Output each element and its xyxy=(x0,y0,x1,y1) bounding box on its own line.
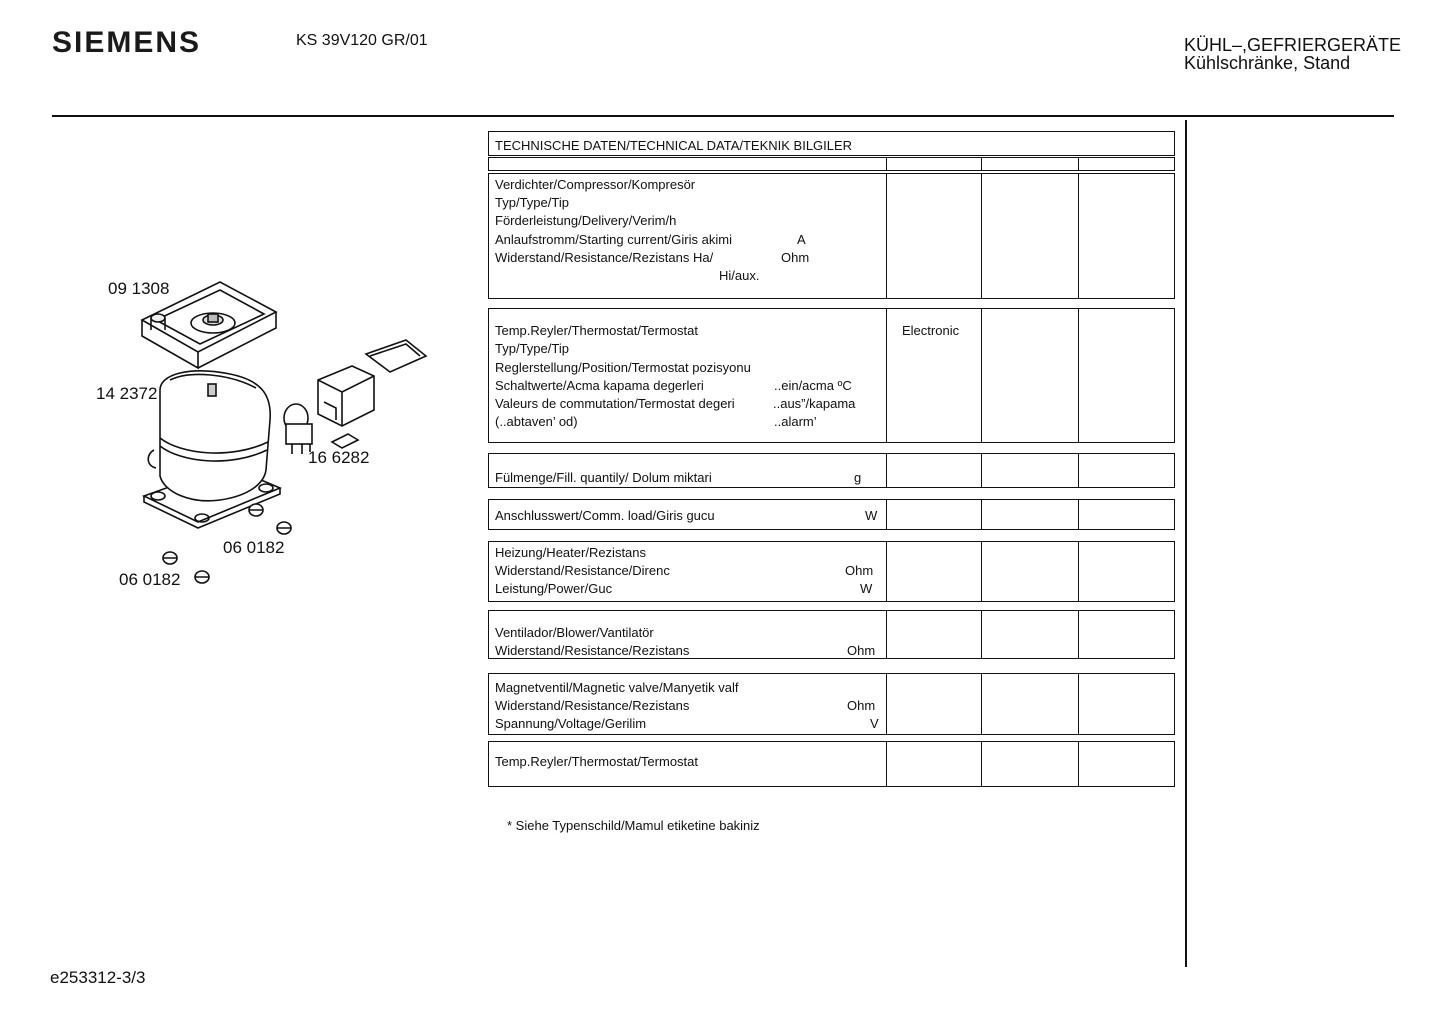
compressor-line: Typ/Type/Tip xyxy=(495,195,569,210)
part-label-compressor: 14 2372 xyxy=(96,384,158,403)
unit-ohm: Ohm xyxy=(847,698,876,713)
unit-aux: Hi/aux. xyxy=(719,268,760,283)
overload-protector-part xyxy=(284,404,312,454)
heater-line: Heizung/Heater/Rezistans xyxy=(495,545,647,560)
unit-ohm: Ohm xyxy=(781,250,810,265)
category-title: KÜHL–,GEFRIERGERÄTE xyxy=(1184,35,1402,55)
header-divider xyxy=(52,115,1394,117)
fill-quantity-section xyxy=(488,453,1175,488)
model-number: KS 39V120 GR/01 xyxy=(296,32,428,49)
heater-section xyxy=(488,541,1175,602)
compressor-section xyxy=(488,173,1175,299)
blower-section xyxy=(488,610,1175,659)
table-title: TECHNISCHE DATEN/TECHNICAL DATA/TEKNIK BILGILER xyxy=(495,138,853,153)
thermostat-line: Typ/Type/Tip xyxy=(495,341,569,356)
part-label-relay: 16 6282 xyxy=(308,448,370,467)
right-margin-divider xyxy=(1185,120,1187,967)
connected-load-section xyxy=(488,499,1175,530)
fill-quantity-label: Fülmenge/Fill. quantily/ Dolum miktari xyxy=(495,470,712,485)
connected-load-label: Anschlusswert/Comm. load/Giris gucu xyxy=(495,508,715,523)
part-label-cover: 09 1308 xyxy=(108,279,170,298)
valve-line: Magnetventil/Magnetic valve/Manyetik valf xyxy=(495,680,739,695)
unit-aus: ..aus”/kapama xyxy=(773,396,856,411)
unit-alarm: ..alarm’ xyxy=(774,414,817,429)
compressor-line: Verdichter/Compressor/Kompresör xyxy=(495,177,696,192)
unit-ampere: A xyxy=(797,232,806,247)
thermostat-line: Schaltwerte/Acma kapama degerleri xyxy=(495,378,704,393)
category-subtitle: Kühlschränke, Stand xyxy=(1184,53,1351,73)
unit-ohm: Ohm xyxy=(847,643,876,658)
blower-line: Widerstand/Resistance/Rezistans xyxy=(495,643,690,658)
unit-ein: ..ein/acma ºC xyxy=(774,378,852,393)
thermostat-line: Valeurs de commutation/Termostat degeri xyxy=(495,396,735,411)
compressor-line: Widerstand/Resistance/Rezistans Ha/ xyxy=(495,250,714,265)
heater-line: Widerstand/Resistance/Direnc xyxy=(495,563,670,578)
unit-watt: W xyxy=(860,581,873,596)
table-column-header-row xyxy=(488,157,1175,171)
unit-watt: W xyxy=(865,508,878,523)
unit-ohm: Ohm xyxy=(845,563,874,578)
compressor-line: Anlaufstromm/Starting current/Giris akimi xyxy=(495,232,732,247)
siemens-logo: SIEMENS xyxy=(52,26,202,59)
thermostat-2-label: Temp.Reyler/Thermostat/Termostat xyxy=(495,754,699,769)
valve-line: Spannung/Voltage/Gerilim xyxy=(495,716,647,731)
blower-line: Ventilador/Blower/Vantilatör xyxy=(495,625,654,640)
thermostat-line: (..abtaven’ od) xyxy=(495,414,578,429)
relay-part xyxy=(318,340,426,448)
thermostat-line: Temp.Reyler/Thermostat/Termostat xyxy=(495,323,699,338)
thermostat-line: Reglerstellung/Position/Termostat pozisyonu xyxy=(495,360,751,375)
unit-gram: g xyxy=(854,470,862,485)
thermostat-section xyxy=(488,308,1175,443)
part-label-grommet-a: 06 0182 xyxy=(223,538,285,557)
magnetic-valve-section xyxy=(488,673,1175,735)
footnote: * Siehe Typenschild/Mamul etiketine bakiniz xyxy=(507,818,760,833)
document-id: e253312-3/3 xyxy=(50,968,146,987)
thermostat-value: Electronic xyxy=(902,323,960,338)
thermostat-2-section xyxy=(488,741,1175,787)
valve-line: Widerstand/Resistance/Rezistans xyxy=(495,698,690,713)
heater-line: Leistung/Power/Guc xyxy=(495,581,613,596)
unit-volt: V xyxy=(870,716,879,731)
compressor-line: Förderleistung/Delivery/Verim/h xyxy=(495,213,677,228)
table-title-row xyxy=(488,131,1175,156)
part-label-grommet-b: 06 0182 xyxy=(119,570,181,589)
